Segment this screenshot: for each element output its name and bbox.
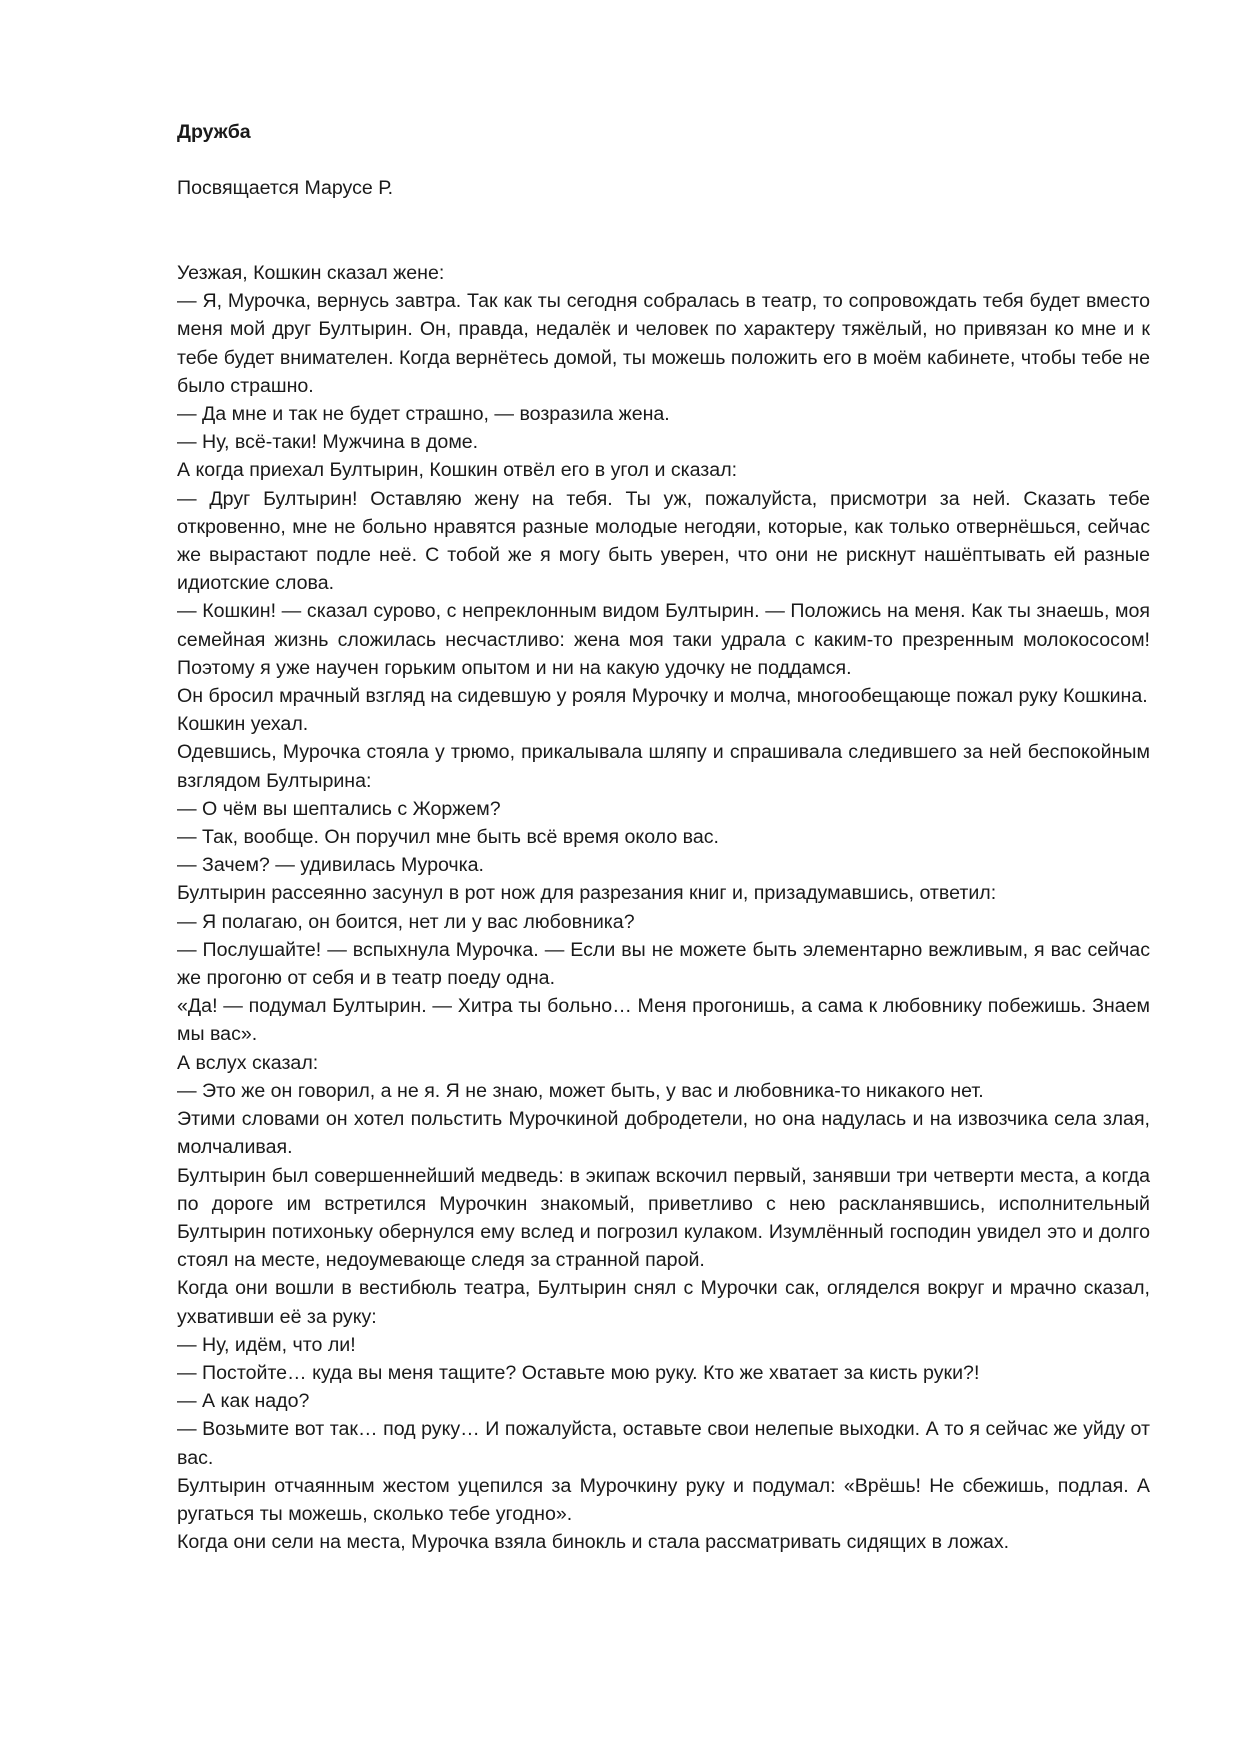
document-title: Дружба bbox=[177, 121, 251, 143]
paragraph: Когда они вошли в вестибюль театра, Бултырин снял с Мурочки сак, огляделся вокруг и мрачно сказал, ухвативши её за руку: bbox=[177, 1277, 1150, 1328]
paragraph: Бултырин рассеянно засунул в рот нож для разрезания книг и, призадумавшись, ответил: bbox=[177, 882, 997, 905]
paragraph: — Ну, идём, что ли! bbox=[177, 1333, 356, 1356]
paragraph: — Послушайте! — вспыхнула Мурочка. — Если вы не можете быть элементарно вежливым, я вас сейчас же прогоню от себя и в театр поеду одна. bbox=[177, 938, 1150, 990]
paragraph: — Постойте… куда вы меня тащите? Оставьте мою руку. Кто же хватает за кисть руки?! bbox=[177, 1361, 980, 1384]
paragraph: — Я, Мурочка, вернусь завтра. Так как ты сегодня собралась в театр, то сопровождать тебя будет вместо меня мой друг Бултырин. Он, правда, недалёк и человек по характеру тяжёлый, но привязан ко мне и к тебе будет внимателен. Когда вернётесь домой, ты можешь положить его в моём кабинете, чтобы тебе не было страшно. bbox=[177, 290, 1150, 397]
paragraph: — А как надо? bbox=[177, 1390, 310, 1413]
paragraph: А когда приехал Бултырин, Кошкин отвёл его в угол и сказал: bbox=[177, 459, 738, 482]
paragraph: — Я полагаю, он боится, нет ли у вас любовника? bbox=[177, 910, 635, 933]
paragraph: — Так, вообще. Он поручил мне быть всё время около вас. bbox=[177, 826, 719, 849]
paragraph: Кошкин уехал. bbox=[177, 713, 309, 736]
paragraph: Бултырин отчаянным жестом уцепился за Мурочкину руку и подумал: «Врёшь! Не сбежишь, подлая. А ругаться ты можешь, сколько тебе угодно». bbox=[177, 1474, 1150, 1525]
paragraph: — О чём вы шептались с Жоржем? bbox=[177, 797, 501, 820]
document-page bbox=[177, 118, 1150, 1556]
paragraph: Он бросил мрачный взгляд на сидевшую у рояля Мурочку и молча, многообещающе пожал руку Кошкина. bbox=[177, 685, 1148, 708]
paragraph: — Это же он говорил, а не я. Я не знаю, может быть, у вас и любовника-то никакого нет. bbox=[177, 1079, 984, 1102]
paragraph: Этими словами он хотел польстить Мурочкиной добродетели, но она надулась и на извозчика села злая, молчаливая. bbox=[177, 1108, 1150, 1159]
paragraph: «Да! — подумал Бултырин. — Хитра ты больно… Меня прогонишь, а сама к любовнику побежишь. Знаем мы вас». bbox=[177, 995, 1150, 1046]
paragraph: — Зачем? — удивилась Мурочка. bbox=[177, 854, 484, 877]
story-body bbox=[177, 259, 1150, 1556]
paragraph: Уезжая, Кошкин сказал жене: bbox=[177, 262, 445, 284]
paragraph: А вслух сказал: bbox=[177, 1051, 319, 1074]
paragraph: Бултырин был совершеннейший медведь: в экипаж вскочил первый, занявши три четверти места, а когда по дороге им встретился Мурочкин знакомый, приветливо с нею раскланявшись, исполнительный Бултырин потихоньку обернулся ему вслед и погрозил кулаком. Изумлённый господин увидел это и долго стоял на месте, недоумевающе следя за странной парой. bbox=[177, 1164, 1150, 1272]
paragraph: — Ну, всё-таки! Мужчина в доме. bbox=[177, 431, 479, 454]
dedication: Посвящается Марусе Р. bbox=[177, 177, 394, 199]
paragraph: Одевшись, Мурочка стояла у трюмо, прикалывала шляпу и спрашивала следившего за ней беспокойным взглядом Бултырина: bbox=[177, 741, 1150, 792]
paragraph: — Да мне и так не будет страшно, — возразила жена. bbox=[177, 403, 670, 426]
paragraph: Когда они сели на места, Мурочка взяла бинокль и стала рассматривать сидящих в ложах. bbox=[177, 1531, 1010, 1554]
paragraph: — Кошкин! — сказал сурово, с непреклонным видом Бултырин. — Положись на меня. Как ты знаешь, моя семейная жизнь сложилась несчастливо: жена моя таки удрала с каким-то презренным молокососом! Поэтому я уже научен горьким опытом и ни на какую удочку не поддамся. bbox=[177, 600, 1150, 679]
paragraph: — Возьмите вот так… под руку… И пожалуйста, оставьте свои нелепые выходки. А то я сейчас же уйду от вас. bbox=[177, 1418, 1150, 1469]
paragraph: — Друг Бултырин! Оставляю жену на тебя. Ты уж, пожалуйста, присмотри за ней. Сказать тебе откровенно, мне не больно нравятся разные молодые негодяи, которые, как только отвернёшься, сейчас же вырастают подле неё. С тобой же я могу быть уверен, что они не рискнут нашёптывать ей разные идиотские слова. bbox=[177, 487, 1150, 595]
